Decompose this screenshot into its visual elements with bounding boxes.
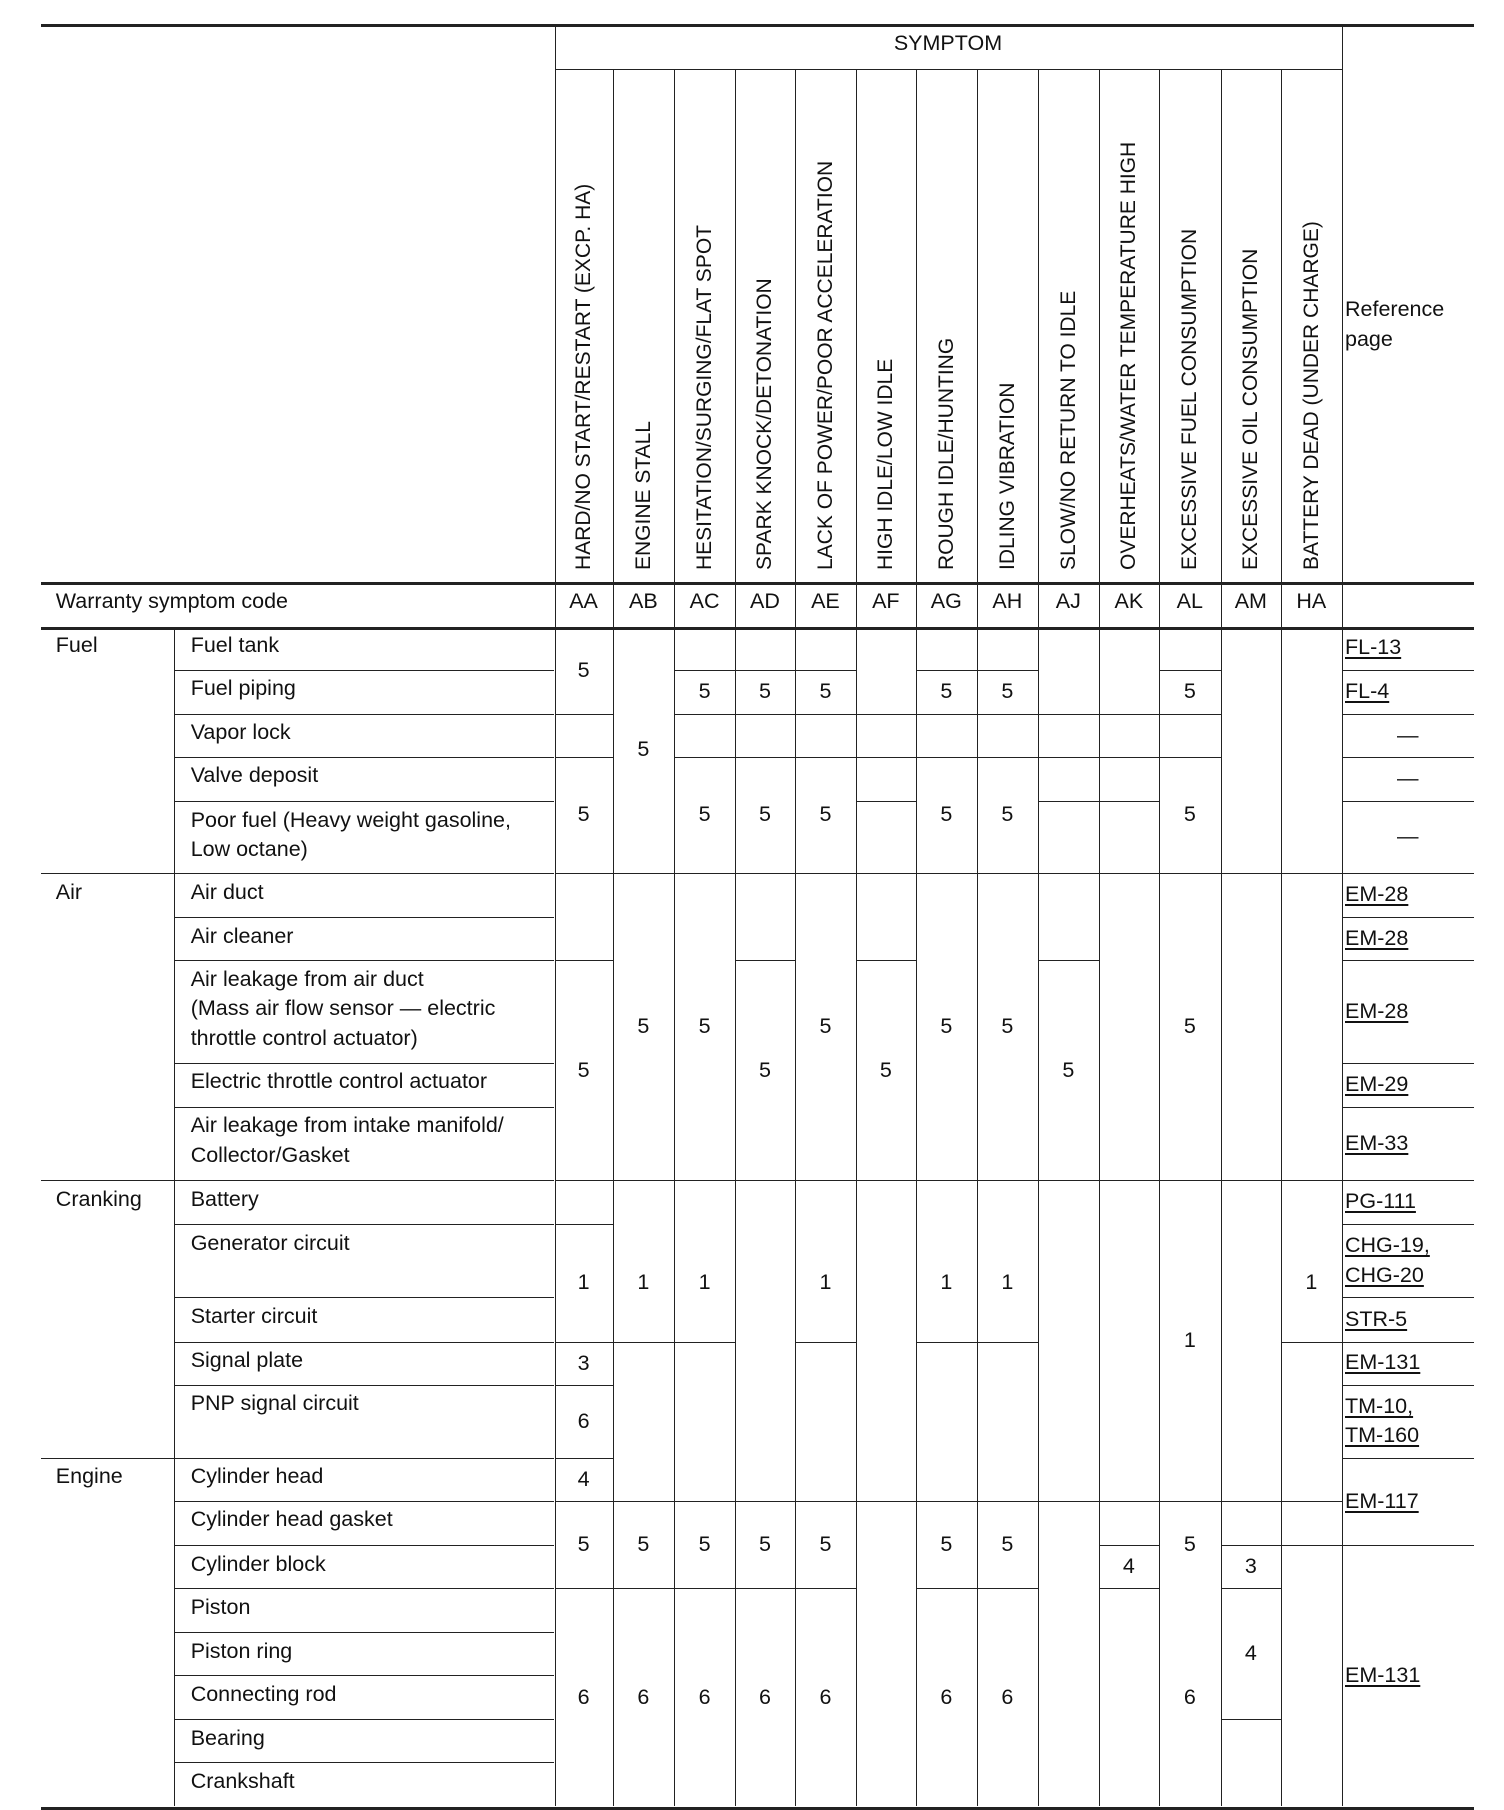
table-cell-value: 6 xyxy=(577,1684,590,1709)
table-rule-horizontal xyxy=(916,873,977,874)
table-cell-value: 5 xyxy=(1183,802,1196,827)
table-rule-horizontal xyxy=(856,873,917,874)
item-label: Bearing xyxy=(190,1726,265,1750)
table-rule-horizontal xyxy=(1099,1501,1160,1502)
table-cell-value: 5 xyxy=(758,679,771,704)
warranty-code-label: Warranty symptom code xyxy=(55,589,288,614)
warranty-code: AA xyxy=(569,589,598,614)
table-rule-horizontal xyxy=(555,1180,613,1181)
table-rule-horizontal xyxy=(1342,757,1475,758)
table-rule-horizontal xyxy=(1099,1545,1160,1546)
table-cell-value: 5 xyxy=(1183,1531,1196,1556)
table-rule-horizontal xyxy=(555,714,613,715)
warranty-code: AB xyxy=(629,589,658,614)
table-rule-horizontal xyxy=(1342,873,1475,874)
table-rule-horizontal xyxy=(916,1342,977,1343)
table-rule-horizontal xyxy=(174,670,554,671)
table-rule-horizontal xyxy=(1221,1180,1282,1181)
table-cell-value: 5 xyxy=(879,1057,892,1082)
warranty-code: HA xyxy=(1296,589,1327,614)
table-rule-vertical xyxy=(856,69,857,1807)
symptom-column-header: ROUGH IDLE/HUNTING xyxy=(934,337,958,570)
table-rule-horizontal xyxy=(856,801,917,802)
reference-link[interactable]: EM-117 xyxy=(1345,1488,1419,1513)
table-rule-horizontal xyxy=(41,627,1474,630)
symptom-column-header: OVERHEATS/WATER TEMPERATURE HIGH xyxy=(1117,141,1140,570)
table-cell-value: 5 xyxy=(819,1014,832,1038)
reference-none: — xyxy=(1397,824,1419,849)
table-cell-value: 6 xyxy=(637,1684,650,1709)
table-rule-horizontal xyxy=(174,1342,554,1343)
table-cell-value: 5 xyxy=(819,1531,832,1556)
table-cell-value: 6 xyxy=(819,1684,832,1709)
table-rule-horizontal xyxy=(1342,1342,1475,1343)
table-cell-value: 5 xyxy=(940,679,953,704)
item-label: Generator circuit xyxy=(190,1230,350,1255)
table-cell-value: 5 xyxy=(1001,802,1014,827)
table-rule-horizontal xyxy=(1159,873,1221,874)
table-rule-horizontal xyxy=(41,1180,175,1181)
group-label: Engine xyxy=(55,1464,123,1489)
item-label: Piston ring xyxy=(190,1638,293,1663)
table-rule-horizontal xyxy=(916,1501,977,1502)
table-rule-horizontal xyxy=(735,1180,796,1181)
table-rule-horizontal xyxy=(977,1342,1039,1343)
reference-link[interactable]: EM-33 xyxy=(1345,1130,1409,1155)
table-rule-horizontal xyxy=(1342,917,1475,918)
item-label: Air duct xyxy=(190,879,264,904)
table-rule-horizontal xyxy=(174,1180,554,1181)
warranty-code: AE xyxy=(811,589,840,614)
table-rule-horizontal xyxy=(41,24,1474,27)
table-rule-horizontal xyxy=(555,1458,613,1459)
item-label: Electric throttle control actuator xyxy=(190,1069,488,1094)
symptom-column-header: HIGH IDLE/LOW IDLE xyxy=(874,358,897,570)
table-rule-horizontal xyxy=(174,1063,554,1064)
table-cell-value: 4 xyxy=(1244,1641,1257,1666)
table-rule-horizontal xyxy=(735,960,796,961)
table-rule-horizontal xyxy=(674,714,735,715)
table-rule-horizontal xyxy=(1342,1180,1475,1181)
table-rule-horizontal xyxy=(555,1342,613,1343)
table-rule-horizontal xyxy=(1281,873,1342,874)
table-rule-vertical xyxy=(1038,69,1039,1807)
table-rule-horizontal xyxy=(856,1180,917,1181)
table-rule-horizontal xyxy=(1159,1180,1221,1181)
table-rule-horizontal xyxy=(856,1501,917,1502)
symptom-column-header: SLOW/NO RETURN TO IDLE xyxy=(1056,290,1080,570)
table-cell-value: 5 xyxy=(1001,1014,1014,1038)
table-rule-horizontal xyxy=(795,757,856,758)
warranty-code: AD xyxy=(750,589,780,614)
table-rule-horizontal xyxy=(1038,873,1099,874)
table-rule-horizontal xyxy=(916,1180,977,1181)
symptom-column-header: LACK OF POWER/POOR ACCELERATION xyxy=(813,160,837,570)
table-rule-horizontal xyxy=(674,670,735,671)
table-rule-horizontal xyxy=(795,670,856,671)
table-rule-horizontal xyxy=(174,1588,554,1589)
table-rule-horizontal xyxy=(1342,670,1475,671)
table-rule-horizontal xyxy=(174,1762,554,1763)
table-cell-value: 3 xyxy=(1244,1553,1257,1578)
table-rule-horizontal xyxy=(977,1180,1039,1181)
table-rule-horizontal xyxy=(674,757,735,758)
item-label: Poor fuel (Heavy weight gasoline, Low octane) xyxy=(190,807,511,862)
table-cell-value: 1 xyxy=(1305,1270,1318,1295)
table-rule-horizontal xyxy=(795,873,856,874)
table-rule-horizontal xyxy=(1099,714,1160,715)
table-rule-horizontal xyxy=(1342,1807,1475,1808)
table-rule-horizontal xyxy=(977,1501,1039,1502)
table-rule-vertical xyxy=(1342,24,1343,1806)
reference-link[interactable]: STR-5 xyxy=(1345,1306,1408,1331)
table-cell-value: 5 xyxy=(1001,679,1014,704)
table-rule-horizontal xyxy=(674,1588,735,1589)
reference-link[interactable]: EM-28 xyxy=(1345,882,1409,907)
reference-link[interactable]: EM-29 xyxy=(1345,1071,1409,1096)
table-rule-horizontal xyxy=(1038,1180,1099,1181)
reference-link[interactable]: EM-28 xyxy=(1345,926,1409,950)
table-rule-horizontal xyxy=(555,960,613,961)
table-rule-horizontal xyxy=(174,1385,554,1386)
table-rule-horizontal xyxy=(856,960,917,961)
item-label: Piston xyxy=(190,1594,251,1619)
table-rule-horizontal xyxy=(1038,960,1099,961)
table-cell-value: 5 xyxy=(1183,679,1196,704)
item-label: Cylinder head xyxy=(190,1464,324,1489)
table-rule-horizontal xyxy=(1159,714,1221,715)
table-rule-horizontal xyxy=(613,873,675,874)
table-rule-horizontal xyxy=(555,873,613,874)
table-cell-value: 1 xyxy=(698,1270,711,1295)
table-rule-horizontal xyxy=(174,960,554,961)
table-rule-horizontal xyxy=(735,670,796,671)
table-rule-horizontal xyxy=(174,801,554,802)
warranty-code: AK xyxy=(1114,589,1144,614)
table-cell-value: 5 xyxy=(1062,1057,1075,1082)
group-label: Cranking xyxy=(55,1186,142,1211)
symptom-column-header: HESITATION/SURGING/FLAT SPOT xyxy=(692,224,716,570)
table-rule-horizontal xyxy=(674,1342,735,1343)
item-label: Cylinder head gasket xyxy=(190,1507,393,1532)
table-cell-value: 6 xyxy=(1001,1684,1014,1709)
table-cell-value: 5 xyxy=(1183,1014,1196,1038)
table-rule-horizontal xyxy=(41,582,1474,585)
table-rule-horizontal xyxy=(1038,801,1099,802)
item-label: PNP signal circuit xyxy=(190,1391,359,1416)
table-rule-horizontal xyxy=(613,1342,675,1343)
table-rule-horizontal xyxy=(977,714,1039,715)
reference-none: — xyxy=(1397,766,1419,791)
table-cell-value: 5 xyxy=(577,802,590,827)
item-label: Vapor lock xyxy=(190,720,291,745)
table-rule-horizontal xyxy=(1342,801,1475,802)
warranty-code: AF xyxy=(872,589,900,614)
table-cell-value: 1 xyxy=(1183,1327,1196,1352)
item-label: Fuel piping xyxy=(190,676,296,701)
table-rule-horizontal xyxy=(674,1180,735,1181)
reference-link[interactable]: PG-111 xyxy=(1345,1189,1416,1214)
group-label: Fuel xyxy=(55,633,98,658)
table-rule-horizontal xyxy=(916,670,977,671)
table-cell-value: 5 xyxy=(758,1057,771,1082)
table-rule-horizontal xyxy=(856,757,917,758)
table-rule-horizontal xyxy=(1221,1719,1282,1720)
table-rule-horizontal xyxy=(555,69,1342,70)
table-cell-value: 5 xyxy=(940,1531,953,1556)
table-cell-value: 6 xyxy=(577,1408,590,1433)
table-rule-horizontal xyxy=(174,1297,554,1298)
table-cell-value: 1 xyxy=(819,1270,832,1295)
table-rule-horizontal xyxy=(1342,1297,1475,1298)
table-rule-horizontal xyxy=(1281,1180,1342,1181)
item-label: Air leakage from intake manifold/ Collector/Gasket xyxy=(190,1113,504,1167)
symptom-column-header: BATTERY DEAD (UNDER CHARGE) xyxy=(1299,220,1323,570)
table-rule-horizontal xyxy=(1159,1501,1221,1502)
symptom-column-header: EXCESSIVE OIL CONSUMPTION xyxy=(1239,248,1263,570)
reference-link[interactable]: EM-131 xyxy=(1345,1663,1421,1687)
symptom-column-header: EXCESSIVE FUEL CONSUMPTION xyxy=(1178,228,1201,570)
table-rule-horizontal xyxy=(174,917,554,918)
warranty-code: AC xyxy=(689,589,720,614)
table-rule-horizontal xyxy=(41,873,175,874)
item-label: Fuel tank xyxy=(190,633,280,658)
table-rule-horizontal xyxy=(795,1180,856,1181)
table-rule-horizontal xyxy=(856,714,917,715)
table-rule-horizontal xyxy=(1099,1180,1160,1181)
table-cell-value: 4 xyxy=(1122,1553,1135,1578)
warranty-code: AM xyxy=(1234,589,1267,614)
item-label: Crankshaft xyxy=(190,1769,295,1793)
table-rule-horizontal xyxy=(1159,757,1221,758)
table-rule-horizontal xyxy=(1159,670,1221,671)
table-rule-horizontal xyxy=(174,714,554,715)
table-rule-horizontal xyxy=(735,1501,796,1502)
table-cell-value: 4 xyxy=(577,1466,590,1491)
warranty-code: AJ xyxy=(1055,589,1081,614)
item-label: Valve deposit xyxy=(190,763,319,788)
table-cell-value: 3 xyxy=(577,1350,590,1375)
table-rule-horizontal xyxy=(1038,757,1099,758)
table-cell-value: 5 xyxy=(1001,1531,1014,1556)
reference-page-header: Reference page xyxy=(1345,297,1445,351)
table-cell-value: 5 xyxy=(637,1014,650,1038)
reference-link[interactable]: FL-13 xyxy=(1345,635,1402,660)
table-rule-horizontal xyxy=(1038,1501,1099,1502)
item-label: Connecting rod xyxy=(190,1681,337,1706)
reference-link[interactable]: TM-10, TM-160 xyxy=(1345,1393,1420,1448)
table-cell-value: 5 xyxy=(637,737,650,762)
table-rule-horizontal xyxy=(795,714,856,715)
table-cell-value: 6 xyxy=(1183,1684,1196,1709)
item-label: Air cleaner xyxy=(190,923,294,948)
table-rule-horizontal xyxy=(1342,1545,1475,1546)
table-cell-value: 6 xyxy=(758,1684,771,1709)
symptom-column-header: ENGINE STALL xyxy=(631,420,655,570)
table-cell-value: 6 xyxy=(698,1684,711,1709)
table-rule-horizontal xyxy=(916,1588,977,1589)
table-rule-horizontal xyxy=(555,1501,613,1502)
group-label: Air xyxy=(55,879,83,904)
table-rule-horizontal xyxy=(735,873,796,874)
table-rule-horizontal xyxy=(174,1675,554,1676)
table-rule-horizontal xyxy=(174,1545,554,1546)
table-cell-value: 5 xyxy=(819,802,832,827)
item-label: Battery xyxy=(190,1186,259,1211)
table-cell-value: 5 xyxy=(819,679,832,704)
table-cell-value: 5 xyxy=(698,802,711,827)
table-cell-value: 1 xyxy=(577,1270,590,1295)
table-rule-horizontal xyxy=(555,1588,613,1589)
table-rule-horizontal xyxy=(174,1719,554,1720)
table-rule-horizontal xyxy=(41,1458,175,1459)
reference-link[interactable]: CHG-19, CHG-20 xyxy=(1345,1233,1430,1287)
table-rule-horizontal xyxy=(1281,1342,1342,1343)
table-cell-value: 1 xyxy=(1001,1270,1014,1295)
table-rule-horizontal xyxy=(977,1588,1039,1589)
reference-none: — xyxy=(1397,722,1419,747)
table-cell-value: 5 xyxy=(940,1014,953,1038)
table-rule-horizontal xyxy=(674,873,735,874)
table-rule-horizontal xyxy=(174,1107,554,1108)
table-rule-horizontal xyxy=(555,1385,613,1386)
table-rule-horizontal xyxy=(1281,1501,1342,1502)
table-cell-value: 5 xyxy=(698,1014,711,1038)
table-cell-value: 5 xyxy=(758,1531,771,1556)
table-rule-horizontal xyxy=(613,1180,675,1181)
table-rule-horizontal xyxy=(977,670,1039,671)
table-cell-value: 5 xyxy=(577,1057,590,1082)
table-rule-vertical xyxy=(174,627,175,1807)
table-rule-horizontal xyxy=(174,757,554,758)
table-rule-horizontal xyxy=(174,1501,554,1502)
table-rule-horizontal xyxy=(1221,1545,1282,1546)
item-label: Cylinder block xyxy=(190,1551,326,1576)
table-cell-value: 5 xyxy=(940,802,953,827)
table-rule-horizontal xyxy=(977,757,1039,758)
table-cell-value: 5 xyxy=(577,1531,590,1556)
table-rule-horizontal xyxy=(735,1588,796,1589)
reference-link[interactable]: FL-4 xyxy=(1345,678,1390,703)
table-rule-horizontal xyxy=(1281,1545,1342,1546)
table-rule-horizontal xyxy=(1038,714,1099,715)
table-rule-horizontal xyxy=(555,1224,613,1225)
table-rule-horizontal xyxy=(1342,1107,1475,1108)
table-rule-horizontal xyxy=(1221,1501,1282,1502)
table-rule-horizontal xyxy=(613,1501,675,1502)
table-rule-horizontal xyxy=(795,1588,856,1589)
table-cell-value: 5 xyxy=(637,1531,650,1556)
table-rule-horizontal xyxy=(1221,873,1282,874)
item-label: Signal plate xyxy=(190,1348,304,1373)
table-rule-horizontal xyxy=(1099,873,1160,874)
table-rule-horizontal xyxy=(174,1632,554,1633)
table-rule-horizontal xyxy=(1342,1458,1475,1459)
table-rule-horizontal xyxy=(916,757,977,758)
table-rule-horizontal xyxy=(1221,1588,1282,1589)
table-rule-horizontal xyxy=(977,873,1039,874)
table-cell-value: 6 xyxy=(940,1684,953,1709)
symptom-column-header: IDLING VIBRATION xyxy=(995,382,1019,570)
table-rule-horizontal xyxy=(1342,1063,1475,1064)
table-rule-horizontal xyxy=(1342,960,1475,961)
table-rule-horizontal xyxy=(795,1501,856,1502)
warranty-code: AH xyxy=(992,589,1023,614)
table-cell-value: 1 xyxy=(637,1270,650,1295)
table-rule-horizontal xyxy=(735,757,796,758)
reference-link[interactable]: EM-131 xyxy=(1345,1350,1421,1375)
table-cell-value: 5 xyxy=(577,657,590,682)
table-cell-value: 5 xyxy=(698,1531,711,1556)
table-rule-horizontal xyxy=(174,1224,554,1225)
table-rule-horizontal xyxy=(1099,801,1160,802)
item-label: Air leakage from air duct (Mass air flow sensor — electric throttle control actuator) xyxy=(190,966,496,1050)
table-rule-horizontal xyxy=(41,1807,1474,1810)
table-rule-horizontal xyxy=(1342,714,1475,715)
table-rule-horizontal xyxy=(1099,757,1160,758)
table-rule-horizontal xyxy=(613,1588,675,1589)
item-label: Starter circuit xyxy=(190,1304,318,1328)
symptom-title: SYMPTOM xyxy=(893,31,1003,56)
symptom-column-header: HARD/NO START/RESTART (EXCP. HA) xyxy=(571,183,595,570)
warranty-code: AL xyxy=(1176,589,1203,614)
table-rule-horizontal xyxy=(555,757,613,758)
reference-link[interactable]: EM-28 xyxy=(1345,998,1409,1023)
table-cell-value: 5 xyxy=(758,802,771,827)
table-rule-horizontal xyxy=(795,1342,856,1343)
table-rule-horizontal xyxy=(1099,1588,1160,1589)
warranty-code: AG xyxy=(930,589,962,614)
table-rule-horizontal xyxy=(1342,1224,1475,1225)
table-cell-value: 1 xyxy=(940,1270,953,1295)
table-cell-value: 5 xyxy=(698,679,711,704)
table-rule-horizontal xyxy=(735,714,796,715)
table-rule-horizontal xyxy=(1342,1385,1475,1386)
table-rule-horizontal xyxy=(674,1501,735,1502)
table-rule-horizontal xyxy=(916,714,977,715)
table-rule-horizontal xyxy=(174,1458,554,1459)
symptom-column-header: SPARK KNOCK/DETONATION xyxy=(753,277,777,570)
table-rule-horizontal xyxy=(174,873,554,874)
